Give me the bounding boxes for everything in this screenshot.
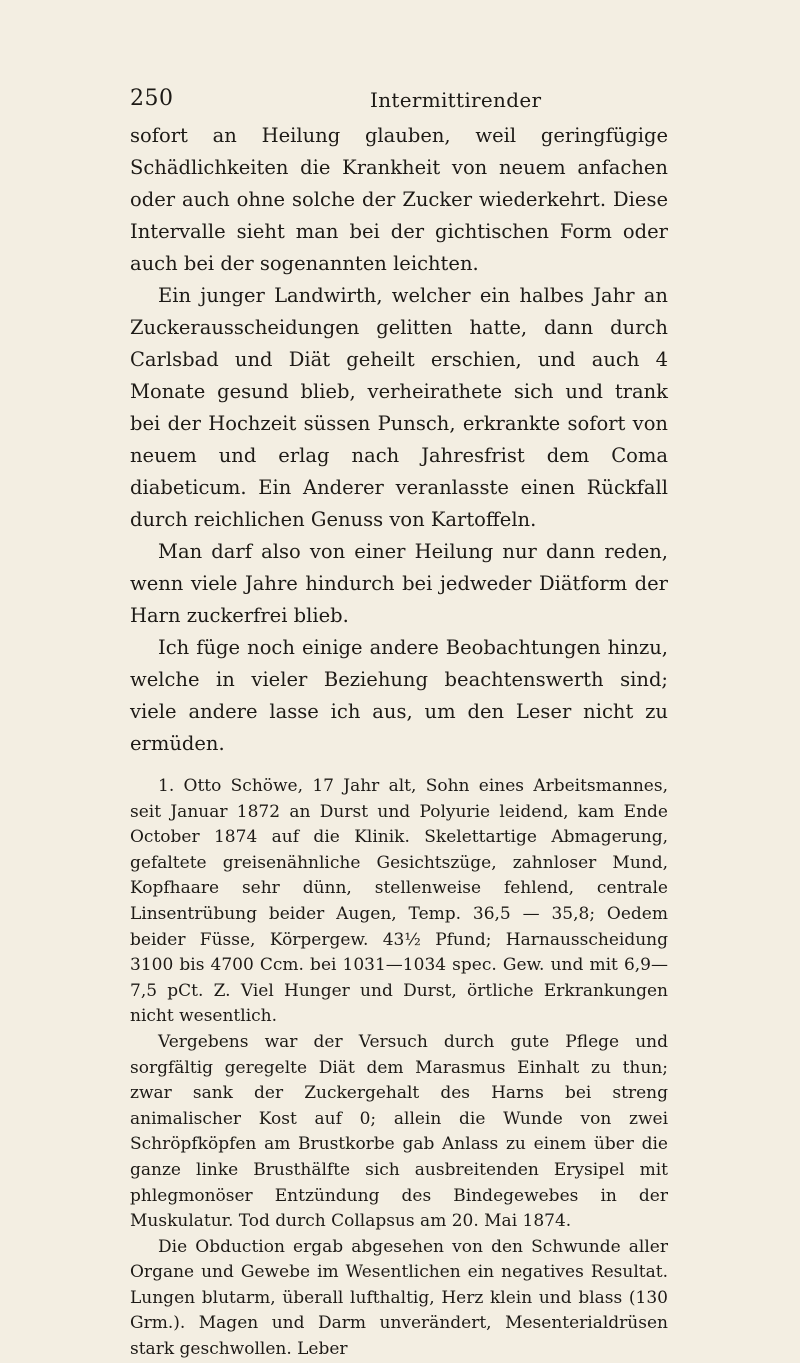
- page-number: 250: [130, 86, 174, 111]
- case-report-paragraph: 1. Otto Schöwe, 17 Jahr alt, Sohn eines Arbeitsmannes, seit Januar 1872 an Durst und Polyurie leidend, kam Ende October 1874 auf die Klinik. Skelettartige Abmagerung, gefaltete greisenähnliche Gesichtszüge, zahnloser Mund, Kopfhaare sehr dünn, stellenweise fehlend, centrale Linsentrübung beider Augen, Temp. 36,5 — 35,8; Oedem beider Füsse, Körpergew. 43½ Pfund; Harnausscheidung 3100 bis 4700 Ccm. bei 1031—1034 spec. Gew. und mit 6,9—7,5 pCt. Z. Viel Hunger und Durst, örtliche Erkrankungen nicht wesentlich.: [130, 776, 668, 1027]
- paragraph: Man darf also von einer Heilung nur dann reden, wenn viele Jahre hindurch bei jedweder Diätform der Harn zuckerfrei blieb.: [130, 540, 668, 627]
- case-report-paragraph: Die Obduction ergab abgesehen von den Schwunde aller Organe und Gewebe im Wesentlichen ein negatives Resultat. Lungen blutarm, überall lufthaltig, Herz klein und blass (130 Grm.). Magen und Darm unverändert, Mesenterialdrüsen stark geschwollen. Leber: [130, 1236, 668, 1360]
- case-report-paragraph: Vergebens war der Versuch durch gute Pflege und sorgfältig geregelte Diät dem Marasmus Einhalt zu thun; zwar sank der Zuckergehalt des Harns bei streng animalischer Kost auf 0; allein die Wunde von zwei Schröpfköpfen am Brustkorbe gab Anlass zu einem über die ganze linke Brusthälfte sich ausbreitenden Erysipel mit phlegmonöser Entzündung des Bindegewebes in der Muskulatur. Tod durch Collapsus am 20. Mai 1874.: [130, 1031, 668, 1232]
- running-title: Intermittirender: [370, 88, 542, 112]
- paragraph: Ich füge noch einige andere Beobachtungen hinzu, welche in vieler Beziehung beachtenswerth sind; viele andere lasse ich aus, um den Leser nicht zu ermüden.: [130, 636, 668, 755]
- paragraph: Ein junger Landwirth, welcher ein halbes Jahr an Zuckerausscheidungen gelitten hatte, dann durch Carlsbad und Diät geheilt erschien, und auch 4 Monate gesund blieb, verheirathete sich und trank bei der Hochzeit süssen Punsch, erkrankte sofort von neuem und erlag nach Jahresfrist dem Coma diabeticum. Ein Anderer veranlasste einen Rückfall durch reichlichen Genuss von Kartoffeln.: [130, 284, 668, 531]
- paragraph: sofort an Heilung glauben, weil geringfügige Schädlichkeiten die Krankheit von neuem anfachen oder auch ohne solche der Zucker wiederkehrt. Diese Intervalle sieht man bei der gichtischen Form oder auch bei der sogenannten leichten.: [130, 124, 668, 275]
- page-header: [130, 86, 670, 116]
- body-text: [130, 120, 668, 1363]
